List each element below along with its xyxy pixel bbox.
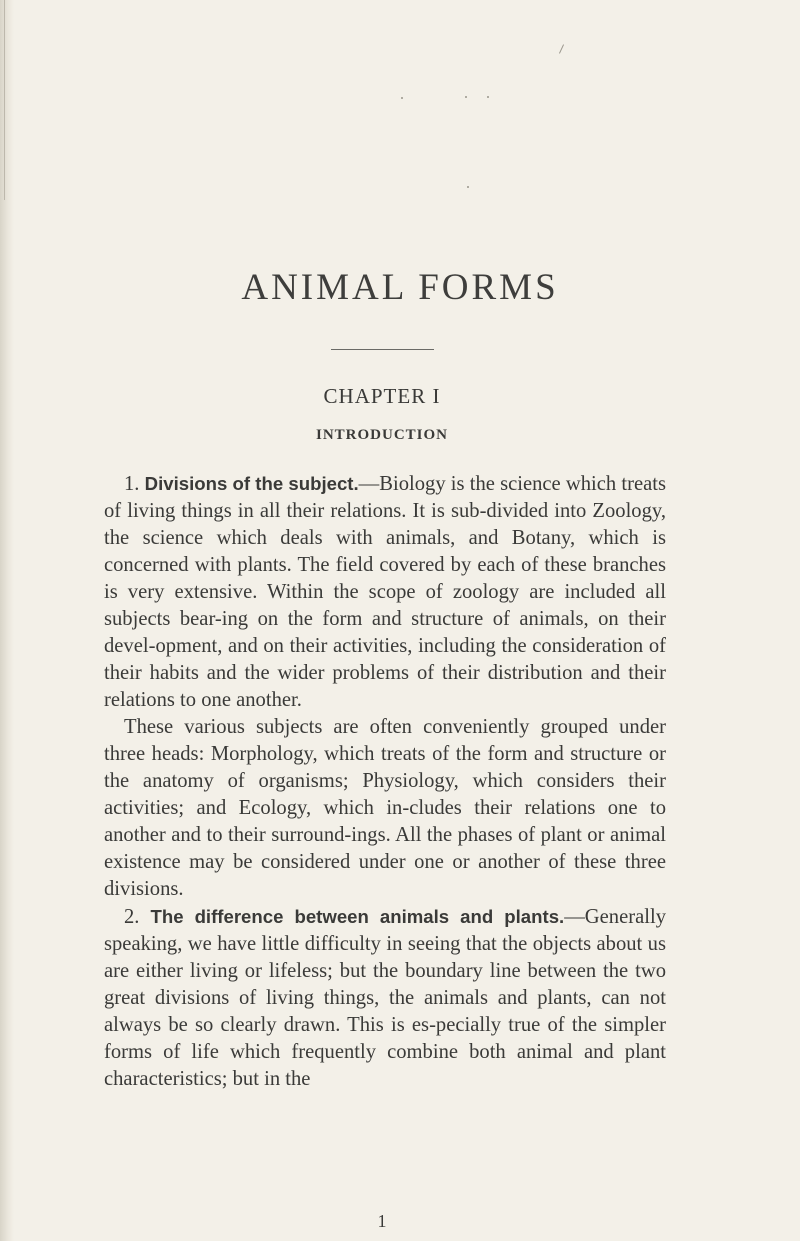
book-title: ANIMAL FORMS (241, 267, 559, 308)
paragraph-text: These various subjects are often conveniently grouped under three heads: Morphology, which treats of the form and structure or the anatomy of organisms; Physiology, which considers their activities; and Ecology, which in-cludes their relations one to another and to their surround-ings. All the phases of plant or animal existence may be considered under one or another of these three divisions. (104, 716, 666, 900)
page-edge-line (4, 0, 5, 200)
page-speck (465, 96, 467, 98)
paragraph-text: —Biology is the science which treats of living things in all their relations. It is sub-divided into Zoology, the science which deals with animals, and Botany, which is concerned with plants. The field covered by each of these branches is very extensive. Within the scope of zoology are included all subjects bear-ing on the form and structure of animals, on their devel-opment, and on their activities, including the consideration of their habits and the wider problems of their distribution and their relations to one another. (104, 473, 666, 711)
page-speck (401, 97, 403, 99)
page-speck (487, 96, 489, 98)
title-rule (331, 349, 434, 350)
paragraph-1 (104, 470, 666, 714)
paragraph-number: 1. (124, 473, 140, 495)
paragraph-3 (104, 903, 666, 1093)
paragraph-text: —Generally speaking, we have little difficulty in seeing that the objects about us are either living or lifeless; but the boundary line between the two great divisions of living things, the animals and plants, can not always be so clearly drawn. This is es-pecially true of the simpler forms of life which frequently combine both animal and plant characteristics; but in the (104, 906, 666, 1090)
paragraph-number: 2. (124, 906, 140, 928)
page-speck (559, 44, 564, 53)
section-heading: INTRODUCTION (315, 427, 448, 443)
page-speck (467, 186, 469, 188)
paragraph-2 (104, 714, 666, 903)
body-text (104, 470, 666, 1093)
paragraph-heading: The difference between animals and plants. (150, 906, 565, 927)
page-edge (0, 0, 14, 1241)
chapter-heading: CHAPTER I (323, 384, 441, 408)
paragraph-heading: Divisions of the subject. (144, 473, 359, 494)
page-number: 1 (377, 1211, 387, 1231)
